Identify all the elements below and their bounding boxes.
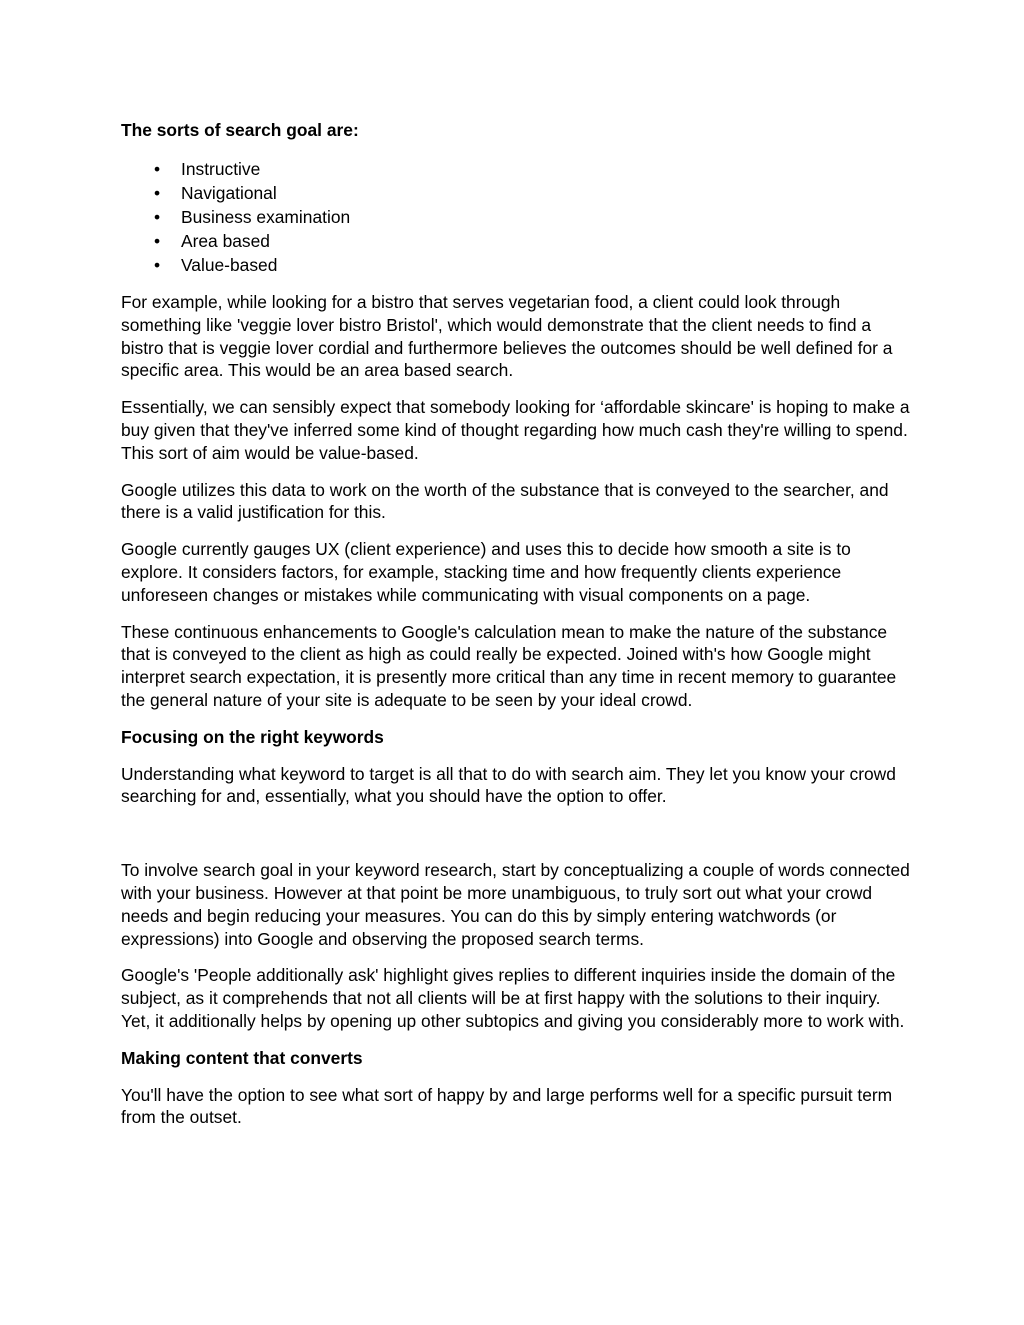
paragraph-content-performs: You'll have the option to see what sort of happy by and large performs well for a specific pursuit term from the outset. [121,1084,893,1128]
bullet-icon: • [153,183,161,203]
bullet-icon: • [153,231,161,251]
list-item [121,229,911,253]
paragraph-enhancements: These continuous enhancements to Google's calculation mean to make the nature of the substance that is conveyed to the client as high as could really be expected. Joined with's how Google might interpret search expectation, it is presently more critical than any time in recent memory to guarantee the general nature of your site is adequate to be seen by your ideal crowd. [121,621,897,710]
list-item-label: Area based [181,231,270,251]
paragraph-understanding-keywords: Understanding what keyword to target is all that to do with search aim. They let you know your crowd searching for and, essentially, what you should have the option to offer. [121,763,896,807]
paragraph-google-data: Google utilizes this data to work on the worth of the substance that is conveyed to the searcher, and there is a valid justification for this. [121,479,889,523]
list-item-label: Business examination [181,207,351,227]
list-item-label: Instructive [181,159,261,179]
paragraph-google-ux: Google currently gauges UX (client experience) and uses this to decide how smooth a site is to explore. It considers factors, for example, stacking time and how frequently clients experience unforeseen changes or mistakes while communicating with visual components on a page. [121,539,851,605]
section-heading-search-goals: The sorts of search goal are: [121,120,359,140]
document-body [121,119,911,1129]
section-heading-keywords: Focusing on the right keywords [121,726,384,747]
list-item [121,253,911,277]
list-item-label: Value-based [181,255,278,275]
paragraph-keyword-research: To involve search goal in your keyword research, start by conceptualizing a couple of words connected with your business. However at that point be more unambiguous, to truly sort out what your crowd needs and begin reducing your measures. You can do this by simply entering watchwords (or expressions) into Google and observing the proposed search terms. [121,860,910,949]
bullet-icon: • [153,207,161,227]
paragraph-example-bistro: For example, while looking for a bistro that serves vegetarian food, a client could look through something like 'veggie lover bistro Bristol', which would demonstrate that the client needs to find a bistro that is veggie lover cordial and furthermore believes the outcomes should be well defined for a specific area. This would be an area based search. [121,292,893,381]
paragraph-people-also-ask: Google's 'People additionally ask' highlight gives replies to different inquiries inside the domain of the subject, as it comprehends that not all clients will be at first happy with the solutions to their inquiry. Yet, it additionally helps by opening up other subtopics and giving you considerably more to work with. [121,965,905,1031]
section-heading-content: Making content that converts [121,1047,363,1068]
list-item [121,205,911,229]
search-goal-list [121,157,911,277]
list-item [121,157,911,181]
list-item [121,181,911,205]
list-item-label: Navigational [181,183,277,203]
bullet-icon: • [153,159,161,179]
paragraph-value-based: Essentially, we can sensibly expect that somebody looking for ‘affordable skincare' is hoping to make a buy given that they've inferred some kind of thought regarding how much cash they're willing to spend. This sort of aim would be value-based. [121,397,910,463]
bullet-icon: • [153,255,161,275]
